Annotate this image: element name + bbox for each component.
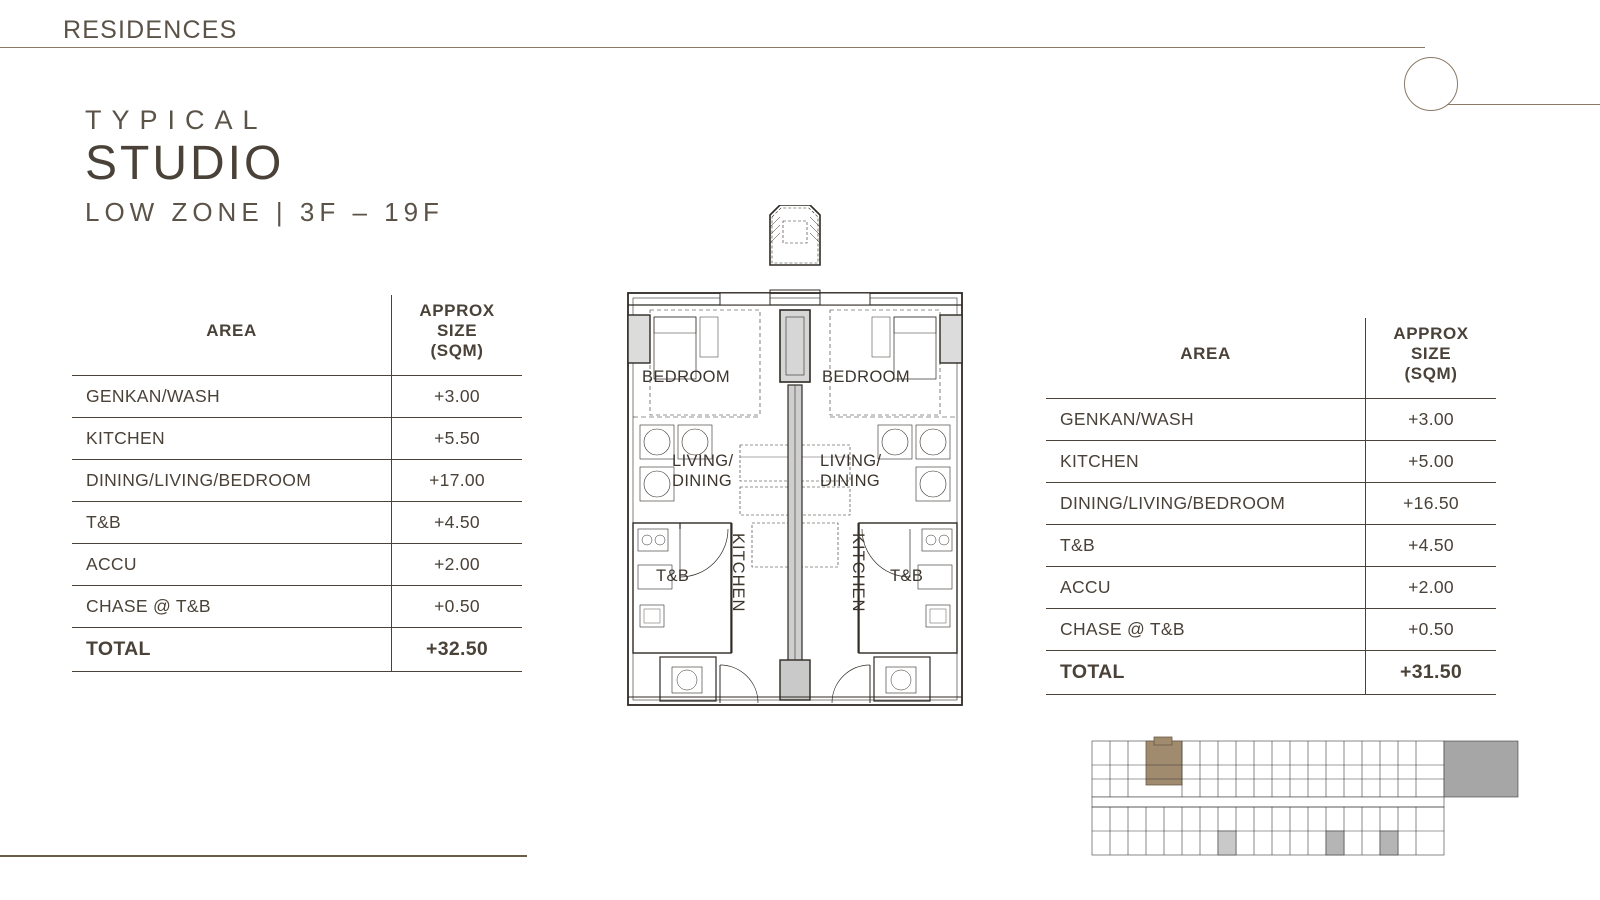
plan-label-bedroom-right: BEDROOM [822, 368, 911, 386]
row-label: ACCU [1046, 567, 1366, 609]
row-label: GENKAN/WASH [72, 376, 392, 418]
header-circle-decoration [1404, 57, 1458, 111]
footer-divider [0, 855, 527, 857]
area-table-left [72, 295, 522, 672]
row-value: +5.00 [1366, 441, 1496, 483]
table-header-row [72, 295, 522, 376]
table-row-total [72, 628, 522, 672]
table-header-row [1046, 318, 1496, 399]
row-value: +0.50 [1366, 609, 1496, 651]
row-label: DINING/LIVING/BEDROOM [72, 460, 392, 502]
plan-label-tb-right: T&B [890, 567, 924, 585]
plan-label-kitchen-right: KITCHEN [848, 533, 867, 613]
plan-label-kitchen-left: KITCHEN [728, 533, 747, 613]
row-value: +4.50 [392, 502, 522, 544]
column-header-size-line3: (SQM) [1404, 364, 1458, 383]
row-label-total: TOTAL [72, 628, 392, 672]
row-value: +2.00 [392, 544, 522, 586]
row-label: DINING/LIVING/BEDROOM [1046, 483, 1366, 525]
table-row [72, 502, 522, 544]
row-label-total: TOTAL [1046, 651, 1366, 695]
row-label: GENKAN/WASH [1046, 399, 1366, 441]
plan-label-bedroom-left: BEDROOM [642, 368, 731, 386]
table-row [1046, 567, 1496, 609]
row-value: +2.00 [1366, 567, 1496, 609]
table-row [1046, 609, 1496, 651]
plan-label-living-right-line1: LIVING/ [820, 452, 882, 470]
column-header-size [1366, 318, 1496, 399]
row-value: +17.00 [392, 460, 522, 502]
row-label: ACCU [72, 544, 392, 586]
row-value-total: +32.50 [392, 628, 522, 672]
area-table-right [1046, 318, 1496, 695]
header-divider-right [1447, 104, 1600, 105]
table-row [72, 418, 522, 460]
row-value: +3.00 [392, 376, 522, 418]
key-plan-svg [1090, 735, 1520, 860]
row-value: +3.00 [1366, 399, 1496, 441]
key-plan [1090, 735, 1520, 860]
floor-plan-drawing [620, 205, 970, 715]
column-header-size-line1: APPROX [1393, 324, 1469, 343]
row-value: +4.50 [1366, 525, 1496, 567]
row-label: KITCHEN [72, 418, 392, 460]
table-row [1046, 483, 1496, 525]
column-header-area: AREA [72, 295, 392, 376]
plan-label-tb-left: T&B [656, 567, 690, 585]
table-row [72, 460, 522, 502]
row-value: +5.50 [392, 418, 522, 460]
row-label: CHASE @ T&B [1046, 609, 1366, 651]
plan-label-living-right-line2: DINING [820, 472, 881, 490]
row-label: CHASE @ T&B [72, 586, 392, 628]
table-row [1046, 525, 1496, 567]
row-label: T&B [1046, 525, 1366, 567]
unit-title-block [85, 105, 444, 228]
column-header-area: AREA [1046, 318, 1366, 399]
column-header-size-line2: SIZE [1410, 344, 1452, 363]
plan-label-living-left-line1: LIVING/ [672, 452, 734, 470]
plan-label-living-left-line2: DINING [672, 472, 733, 490]
title-zone: LOW ZONE | 3F – 19F [85, 196, 444, 227]
title-studio: STUDIO [85, 137, 285, 191]
table-row [1046, 399, 1496, 441]
row-label: KITCHEN [1046, 441, 1366, 483]
row-value-total: +31.50 [1366, 651, 1496, 695]
table-row [72, 544, 522, 586]
table-row [72, 376, 522, 418]
column-header-size [392, 295, 522, 376]
table-row-total [1046, 651, 1496, 695]
page-title: RESIDENCES [63, 16, 238, 44]
row-value: +0.50 [392, 586, 522, 628]
header-divider [0, 47, 1425, 48]
row-label: T&B [72, 502, 392, 544]
row-value: +16.50 [1366, 483, 1496, 525]
column-header-size-line2: SIZE [436, 321, 478, 340]
table-row [1046, 441, 1496, 483]
title-typical: TYPICAL [85, 105, 268, 135]
column-header-size-line3: (SQM) [430, 341, 484, 360]
column-header-size-line1: APPROX [419, 301, 495, 320]
table-row [72, 586, 522, 628]
